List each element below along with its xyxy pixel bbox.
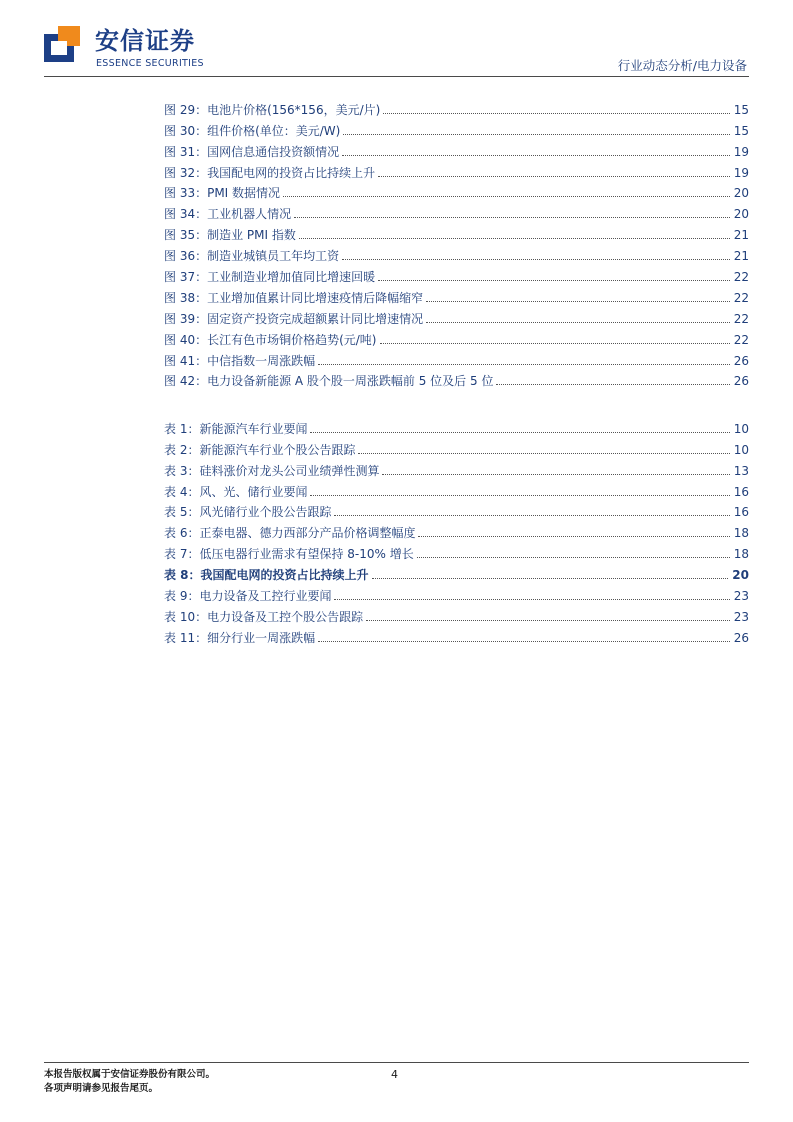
toc-entry-label: 图 30：组件价格(单位：美元/W) <box>164 123 341 138</box>
toc-entry-page: 10 <box>733 442 749 457</box>
footer-notes <box>44 1068 215 1096</box>
report-category: 行业动态分析/电力设备 <box>617 58 747 73</box>
toc-entry-label: 表 3：硅料涨价对龙头公司业绩弹性测算 <box>164 463 380 478</box>
toc-entry-page: 22 <box>733 290 749 305</box>
dot-leader <box>343 134 729 135</box>
toc-entry-page: 21 <box>733 228 749 243</box>
toc-entry-label: 表 5：风光储行业个股公告跟踪 <box>164 505 332 520</box>
footer-divider <box>44 1062 749 1063</box>
dot-leader <box>382 474 729 475</box>
dot-leader <box>378 280 730 281</box>
dot-leader <box>378 176 730 177</box>
toc-entry-figure[interactable] <box>164 306 749 327</box>
page-number: 4 <box>391 1068 398 1081</box>
toc-entry-table[interactable] <box>164 604 749 625</box>
toc-entry-label: 表 9：电力设备及工控行业要闻 <box>164 589 332 604</box>
header-divider <box>44 76 749 77</box>
dot-leader <box>334 599 729 600</box>
toc-entry-figure[interactable] <box>164 181 749 202</box>
dot-leader <box>310 432 729 433</box>
copyright-notice: 本报告版权属于安信证券股份有限公司。 <box>44 1069 216 1080</box>
brand-name-cn: 安信证券 <box>95 27 195 55</box>
toc-entry-page: 23 <box>733 589 749 604</box>
toc-entry-figure[interactable] <box>164 243 749 264</box>
toc-entry-page: 18 <box>733 547 749 562</box>
dot-leader <box>418 536 729 537</box>
toc-entry-page: 21 <box>733 249 749 264</box>
toc-entry-page: 26 <box>733 630 749 645</box>
toc-entry-label: 图 33：PMI 数据情况 <box>164 186 281 201</box>
figure-index <box>164 97 749 389</box>
toc-entry-page: 19 <box>733 165 749 180</box>
dot-leader <box>383 113 729 114</box>
dot-leader <box>334 515 729 516</box>
toc-entry-page: 22 <box>733 332 749 347</box>
toc-entry-page: 10 <box>733 421 749 436</box>
toc-entry-label: 图 34：工业机器人情况 <box>164 207 292 222</box>
toc-entry-figure[interactable] <box>164 285 749 306</box>
toc-entry-table[interactable] <box>164 520 749 541</box>
table-index <box>164 416 749 646</box>
dot-leader <box>294 217 730 218</box>
toc-entry-page: 15 <box>733 102 749 117</box>
toc-entry-figure[interactable] <box>164 348 749 369</box>
toc-entry-page: 13 <box>733 463 749 478</box>
toc-entry-figure[interactable] <box>164 118 749 139</box>
essence-logo-icon <box>44 26 80 62</box>
dot-leader <box>342 155 730 156</box>
toc-entry-page: 19 <box>733 144 749 159</box>
toc-entry-label: 表 4：风、光、储行业要闻 <box>164 484 308 499</box>
toc-entry-label: 图 42：电力设备新能源 A 股个股一周涨跌幅前 5 位及后 5 位 <box>164 374 494 389</box>
dot-leader <box>426 301 730 302</box>
toc-entry-figure[interactable] <box>164 201 749 222</box>
toc-entry-table[interactable] <box>164 562 749 583</box>
toc-entry-label: 图 39：固定资产投资完成超额累计同比增速情况 <box>164 311 424 326</box>
toc-entry-page: 16 <box>733 505 749 520</box>
disclaimer-notice: 各项声明请参见报告尾页。 <box>44 1083 159 1094</box>
toc-entry-figure[interactable] <box>164 139 749 160</box>
toc-entry-table[interactable] <box>164 541 749 562</box>
toc-entry-label: 图 38：工业增加值累计同比增速疫情后降幅缩窄 <box>164 290 424 305</box>
toc-entry-page: 20 <box>733 207 749 222</box>
dot-leader <box>318 641 730 642</box>
toc-entry-page: 20 <box>733 186 749 201</box>
toc-entry-page: 20 <box>732 568 749 583</box>
toc-entry-figure[interactable] <box>164 327 749 348</box>
dot-leader <box>366 620 730 621</box>
dot-leader <box>342 259 730 260</box>
dot-leader <box>318 364 730 365</box>
toc-entry-table[interactable] <box>164 583 749 604</box>
toc-entry-page: 23 <box>733 609 749 624</box>
toc-entry-label: 图 31：国网信息通信投资额情况 <box>164 144 340 159</box>
toc-entry-page: 22 <box>733 311 749 326</box>
toc-entry-label: 表 11：细分行业一周涨跌幅 <box>164 630 316 645</box>
dot-leader <box>283 196 730 197</box>
toc-entry-figure[interactable] <box>164 369 749 390</box>
toc-entry-page: 22 <box>733 270 749 285</box>
toc-entry-label: 表 2：新能源汽车行业个股公告跟踪 <box>164 442 356 457</box>
toc-entry-label: 表 10：电力设备及工控个股公告跟踪 <box>164 609 364 624</box>
toc-entry-label: 图 41：中信指数一周涨跌幅 <box>164 353 316 368</box>
dot-leader <box>310 495 729 496</box>
toc-entry-label: 表 6：正泰电器、德力西部分产品价格调整幅度 <box>164 526 416 541</box>
toc-entry-label: 表 7：低压电器行业需求有望保持 8-10% 增长 <box>164 547 414 562</box>
toc-entry-figure[interactable] <box>164 264 749 285</box>
toc-entry-table[interactable] <box>164 500 749 521</box>
toc-entry-page: 15 <box>733 123 749 138</box>
toc-entry-table[interactable] <box>164 625 749 646</box>
toc-entry-table[interactable] <box>164 479 749 500</box>
toc-entry-page: 26 <box>733 374 749 389</box>
toc-entry-table[interactable] <box>164 458 749 479</box>
toc-entry-figure[interactable] <box>164 222 749 243</box>
dot-leader <box>372 578 729 579</box>
toc-entry-figure[interactable] <box>164 160 749 181</box>
toc-entry-label: 图 40：长江有色市场铜价格趋势(元/吨) <box>164 332 377 347</box>
dot-leader <box>496 384 729 385</box>
toc-entry-label: 图 29：电池片价格(156*156，美元/片) <box>164 102 381 117</box>
dot-leader <box>380 343 730 344</box>
toc-entry-page: 18 <box>733 526 749 541</box>
toc-entry-label: 图 35：制造业 PMI 指数 <box>164 228 296 243</box>
toc-entry-label: 图 36：制造业城镇员工年均工资 <box>164 249 340 264</box>
toc-entry-table[interactable] <box>164 437 749 458</box>
dot-leader <box>426 322 730 323</box>
toc-entry-table[interactable] <box>164 416 749 437</box>
brand-name-en: ESSENCE SECURITIES <box>96 58 204 69</box>
toc-entry-label: 图 32：我国配电网的投资占比持续上升 <box>164 165 376 180</box>
toc-entry-label: 图 37：工业制造业增加值同比增速回暖 <box>164 270 376 285</box>
toc-entry-label: 表 1：新能源汽车行业要闻 <box>164 421 308 436</box>
dot-leader <box>358 453 729 454</box>
toc-entry-label: 表 8：我国配电网的投资占比持续上升 <box>164 568 369 583</box>
dot-leader <box>299 238 730 239</box>
dot-leader <box>417 557 730 558</box>
toc-entry-page: 16 <box>733 484 749 499</box>
toc-entry-figure[interactable] <box>164 97 749 118</box>
toc-entry-page: 26 <box>733 353 749 368</box>
